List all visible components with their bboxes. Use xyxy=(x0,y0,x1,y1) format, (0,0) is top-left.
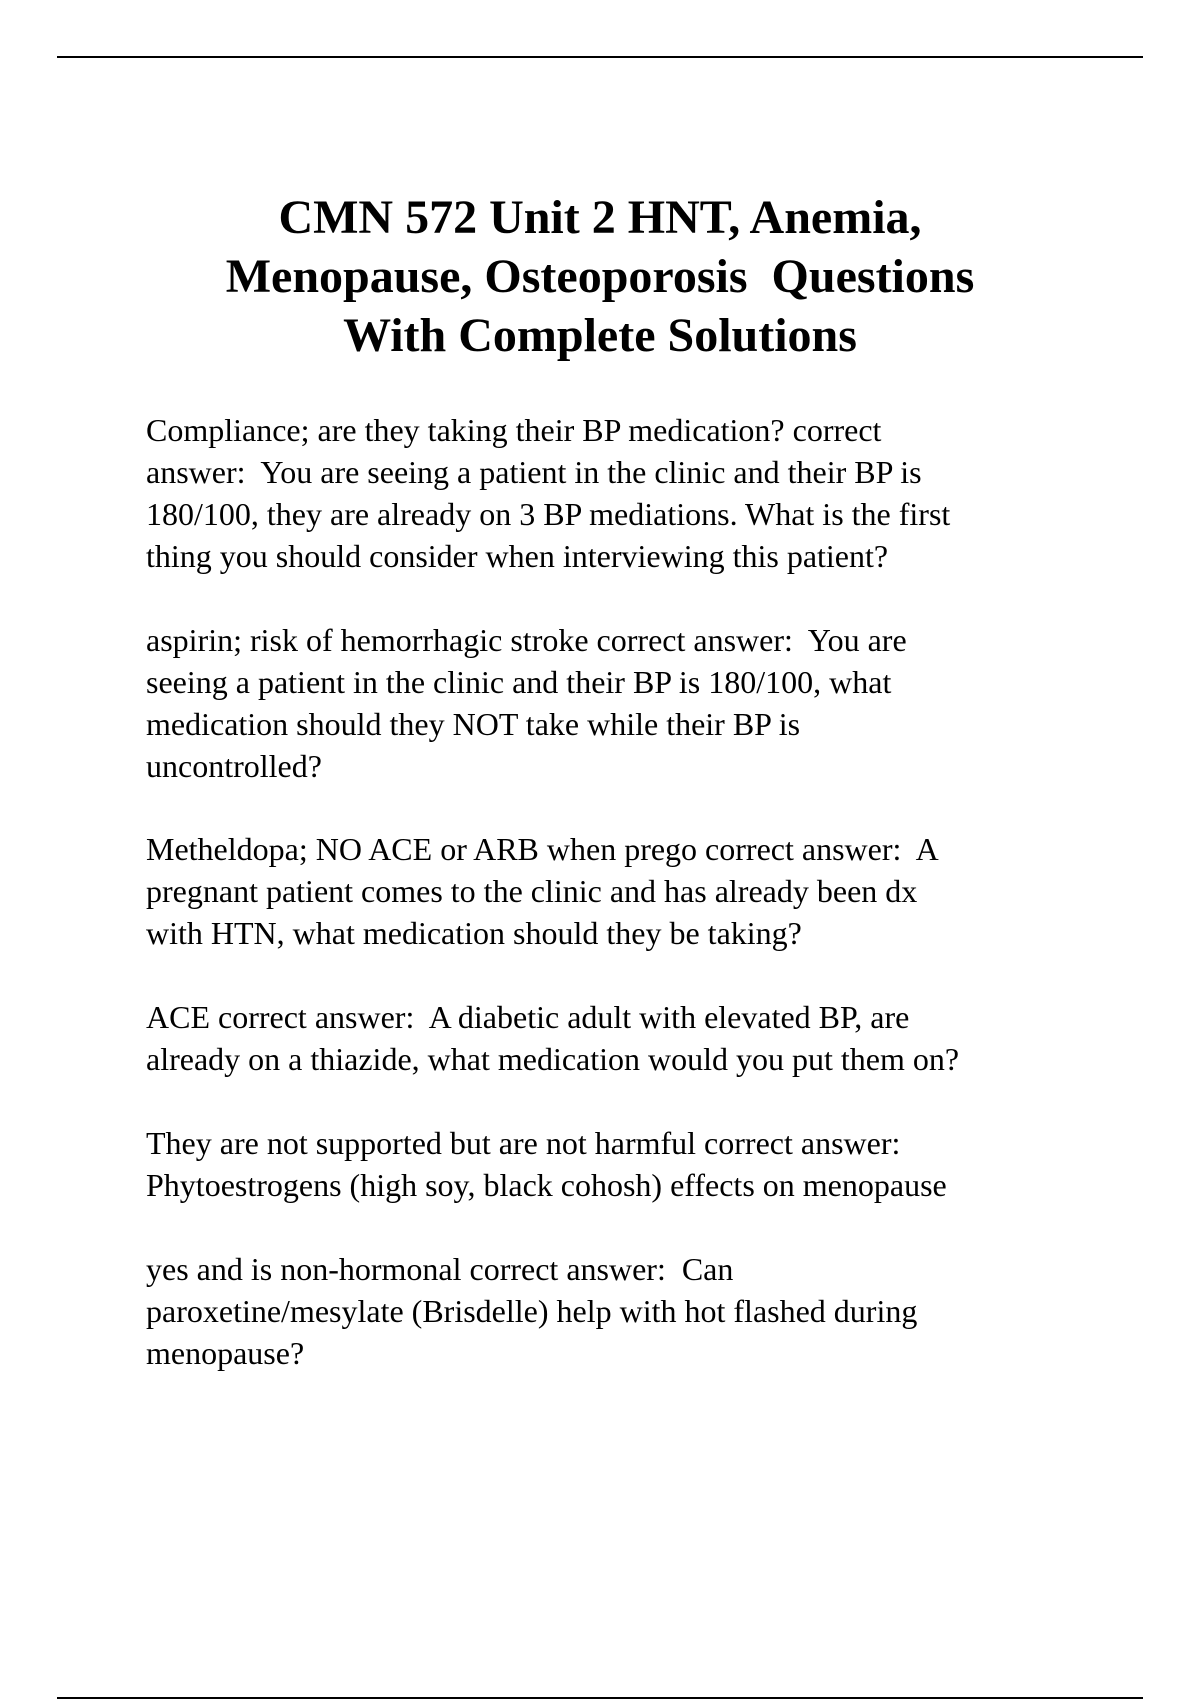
qa-line: medication should they NOT take while their BP is xyxy=(146,706,801,742)
qa-line: ACE correct answer: A diabetic adult with elevated BP, are xyxy=(146,999,910,1035)
qa-line: Phytoestrogens (high soy, black cohosh) effects on menopause xyxy=(146,1167,947,1203)
qa-line: seeing a patient in the clinic and their BP is 180/100, what xyxy=(146,664,892,700)
qa-line: paroxetine/mesylate (Brisdelle) help with hot flashed during xyxy=(146,1293,918,1329)
qa-line: They are not supported but are not harmful correct answer: xyxy=(146,1125,901,1161)
qa-line: thing you should consider when interviewing this patient? xyxy=(146,538,889,574)
title-line: With Complete Solutions xyxy=(343,309,857,362)
qa-line: already on a thiazide, what medication would you put them on? xyxy=(146,1041,960,1077)
qa-item xyxy=(146,996,1106,1080)
bottom-divider xyxy=(57,1697,1143,1699)
qa-item xyxy=(146,619,1106,787)
qa-line: with HTN, what medication should they be taking? xyxy=(146,915,802,951)
document-title xyxy=(120,188,1080,365)
qa-line: menopause? xyxy=(146,1335,305,1371)
title-line: Menopause, Osteoporosis Questions xyxy=(225,250,975,303)
qa-line: 180/100, they are already on 3 BP mediations. What is the first xyxy=(146,496,951,532)
qa-line: Compliance; are they taking their BP medication? correct xyxy=(146,412,882,448)
qa-item xyxy=(146,828,1106,954)
qa-line: answer: You are seeing a patient in the clinic and their BP is xyxy=(146,454,922,490)
qa-item xyxy=(146,1248,1106,1374)
qa-item xyxy=(146,1122,1106,1206)
qa-line: Metheldopa; NO ACE or ARB when prego correct answer: A xyxy=(146,831,939,867)
top-divider xyxy=(57,56,1143,58)
qa-line: pregnant patient comes to the clinic and has already been dx xyxy=(146,873,918,909)
title-line: CMN 572 Unit 2 HNT, Anemia, xyxy=(278,191,922,244)
qa-line: uncontrolled? xyxy=(146,748,322,784)
qa-item xyxy=(146,409,1106,577)
qa-line: yes and is non-hormonal correct answer: Can xyxy=(146,1251,734,1287)
qa-line: aspirin; risk of hemorrhagic stroke correct answer: You are xyxy=(146,622,907,658)
